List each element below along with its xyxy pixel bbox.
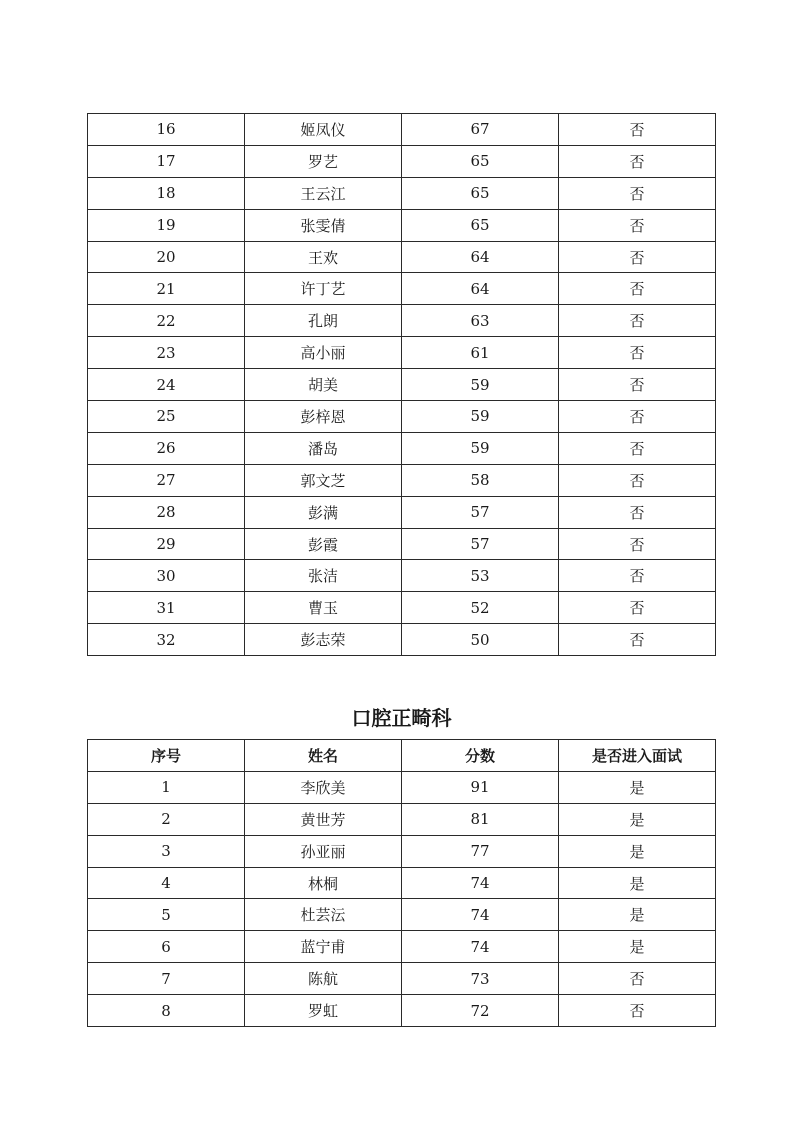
table-row — [88, 241, 716, 273]
cell-name: 王云江 — [245, 177, 402, 209]
table-row — [88, 273, 716, 305]
cell-score: 74 — [402, 899, 559, 931]
cell-name: 孔朗 — [245, 305, 402, 337]
cell-score: 64 — [402, 241, 559, 273]
cell-index: 2 — [88, 803, 245, 835]
cell-name: 胡美 — [245, 369, 402, 401]
cell-interview: 否 — [559, 145, 716, 177]
cell-name: 曹玉 — [245, 592, 402, 624]
cell-name: 彭梓恩 — [245, 401, 402, 433]
header-interview: 是否进入面试 — [559, 740, 716, 772]
cell-score: 73 — [402, 963, 559, 995]
cell-interview: 是 — [559, 867, 716, 899]
cell-index: 29 — [88, 528, 245, 560]
cell-index: 25 — [88, 401, 245, 433]
cell-interview: 是 — [559, 899, 716, 931]
cell-index: 23 — [88, 337, 245, 369]
table-row — [88, 496, 716, 528]
cell-index: 27 — [88, 464, 245, 496]
cell-score: 52 — [402, 592, 559, 624]
cell-name: 姬凤仪 — [245, 114, 402, 146]
table-row — [88, 305, 716, 337]
cell-interview: 是 — [559, 803, 716, 835]
cell-index: 28 — [88, 496, 245, 528]
cell-score: 53 — [402, 560, 559, 592]
cell-score: 74 — [402, 867, 559, 899]
cell-name: 林桐 — [245, 867, 402, 899]
cell-index: 6 — [88, 931, 245, 963]
cell-index: 32 — [88, 624, 245, 656]
cell-index: 3 — [88, 835, 245, 867]
cell-interview: 否 — [559, 432, 716, 464]
table-header-row — [88, 740, 716, 772]
cell-interview: 否 — [559, 560, 716, 592]
table-row — [88, 592, 716, 624]
table-row — [88, 963, 716, 995]
table-row — [88, 899, 716, 931]
cell-name: 许丁艺 — [245, 273, 402, 305]
cell-name: 彭志荣 — [245, 624, 402, 656]
orthodontics-score-table — [87, 739, 716, 1027]
cell-score: 61 — [402, 337, 559, 369]
cell-name: 罗虹 — [245, 995, 402, 1027]
cell-index: 31 — [88, 592, 245, 624]
table-row — [88, 464, 716, 496]
cell-index: 18 — [88, 177, 245, 209]
cell-index: 19 — [88, 209, 245, 241]
cell-index: 20 — [88, 241, 245, 273]
cell-score: 57 — [402, 528, 559, 560]
cell-score: 59 — [402, 432, 559, 464]
cell-interview: 否 — [559, 624, 716, 656]
table-row — [88, 177, 716, 209]
table-row — [88, 624, 716, 656]
cell-name: 潘岛 — [245, 432, 402, 464]
cell-name: 杜芸沄 — [245, 899, 402, 931]
cell-interview: 否 — [559, 496, 716, 528]
cell-name: 孙亚丽 — [245, 835, 402, 867]
cell-interview: 否 — [559, 963, 716, 995]
cell-interview: 是 — [559, 931, 716, 963]
cell-score: 77 — [402, 835, 559, 867]
cell-interview: 否 — [559, 464, 716, 496]
score-table-continued — [87, 113, 716, 656]
table-row — [88, 995, 716, 1027]
score-table-body — [88, 114, 716, 656]
section-title: 口腔正畸科 — [351, 706, 452, 730]
cell-name: 张洁 — [245, 560, 402, 592]
table-row — [88, 867, 716, 899]
cell-score: 63 — [402, 305, 559, 337]
cell-score: 91 — [402, 771, 559, 803]
cell-interview: 是 — [559, 835, 716, 867]
table-row — [88, 835, 716, 867]
cell-index: 4 — [88, 867, 245, 899]
cell-name: 王欢 — [245, 241, 402, 273]
cell-interview: 否 — [559, 369, 716, 401]
cell-score: 74 — [402, 931, 559, 963]
header-score: 分数 — [402, 740, 559, 772]
table-row — [88, 528, 716, 560]
table-row — [88, 209, 716, 241]
cell-name: 陈航 — [245, 963, 402, 995]
cell-index: 16 — [88, 114, 245, 146]
cell-score: 59 — [402, 401, 559, 433]
orthodontics-table-body — [88, 771, 716, 1026]
cell-score: 58 — [402, 464, 559, 496]
table-row — [88, 401, 716, 433]
cell-index: 8 — [88, 995, 245, 1027]
cell-interview: 否 — [559, 337, 716, 369]
cell-score: 65 — [402, 177, 559, 209]
cell-score: 50 — [402, 624, 559, 656]
cell-name: 高小丽 — [245, 337, 402, 369]
table-row — [88, 432, 716, 464]
cell-name: 彭满 — [245, 496, 402, 528]
cell-index: 21 — [88, 273, 245, 305]
header-name: 姓名 — [245, 740, 402, 772]
cell-score: 59 — [402, 369, 559, 401]
cell-name: 郭文芝 — [245, 464, 402, 496]
cell-name: 罗艺 — [245, 145, 402, 177]
table-row — [88, 145, 716, 177]
cell-interview: 否 — [559, 995, 716, 1027]
cell-interview: 否 — [559, 273, 716, 305]
cell-index: 1 — [88, 771, 245, 803]
cell-index: 30 — [88, 560, 245, 592]
cell-name: 李欣美 — [245, 771, 402, 803]
cell-score: 65 — [402, 145, 559, 177]
cell-interview: 否 — [559, 177, 716, 209]
header-index: 序号 — [88, 740, 245, 772]
cell-index: 7 — [88, 963, 245, 995]
cell-interview: 是 — [559, 771, 716, 803]
cell-score: 81 — [402, 803, 559, 835]
cell-index: 24 — [88, 369, 245, 401]
cell-score: 57 — [402, 496, 559, 528]
cell-score: 64 — [402, 273, 559, 305]
table-row — [88, 369, 716, 401]
cell-score: 67 — [402, 114, 559, 146]
cell-index: 5 — [88, 899, 245, 931]
table-row — [88, 337, 716, 369]
table-row — [88, 114, 716, 146]
cell-interview: 否 — [559, 209, 716, 241]
cell-name: 张雯倩 — [245, 209, 402, 241]
cell-score: 72 — [402, 995, 559, 1027]
cell-interview: 否 — [559, 241, 716, 273]
cell-name: 黄世芳 — [245, 803, 402, 835]
table-row — [88, 931, 716, 963]
cell-index: 26 — [88, 432, 245, 464]
table-row — [88, 560, 716, 592]
cell-interview: 否 — [559, 592, 716, 624]
cell-name: 彭霞 — [245, 528, 402, 560]
cell-interview: 否 — [559, 401, 716, 433]
table-row — [88, 803, 716, 835]
cell-interview: 否 — [559, 114, 716, 146]
cell-index: 17 — [88, 145, 245, 177]
cell-interview: 否 — [559, 528, 716, 560]
table-row — [88, 771, 716, 803]
cell-score: 65 — [402, 209, 559, 241]
cell-interview: 否 — [559, 305, 716, 337]
cell-index: 22 — [88, 305, 245, 337]
cell-name: 蓝宁甫 — [245, 931, 402, 963]
